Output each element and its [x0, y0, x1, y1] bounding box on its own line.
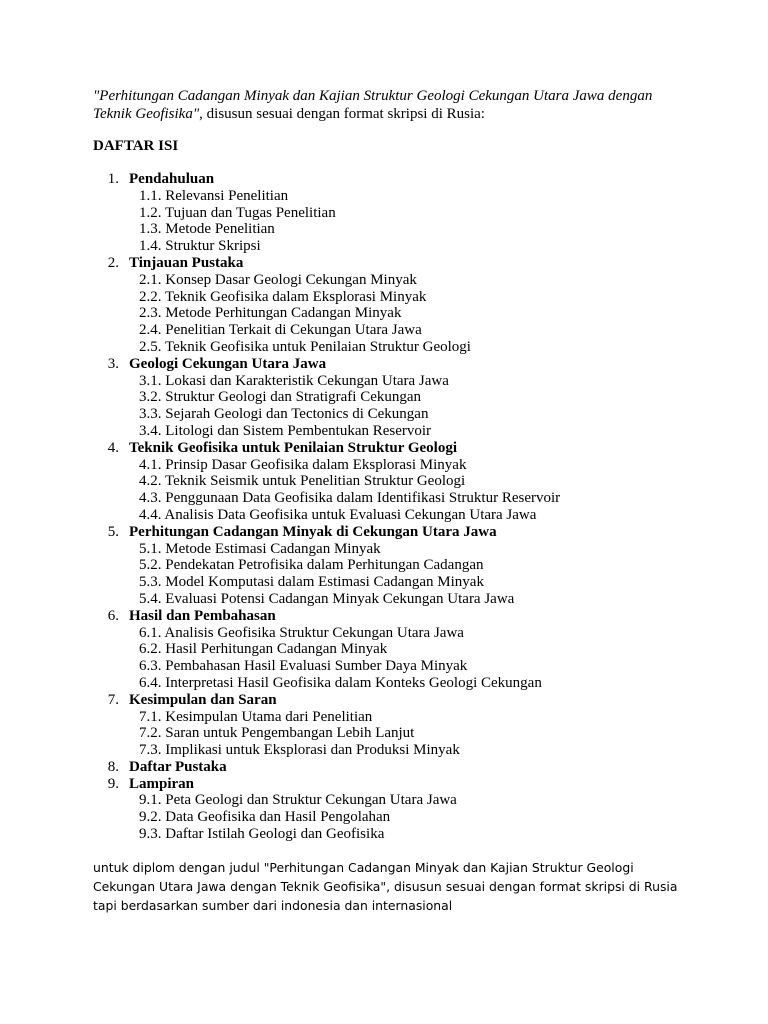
subsection-item: 3.2. Struktur Geologi dan Stratigrafi Cekungan: [139, 389, 422, 406]
chapter-title: Hasil dan Pembahasan: [129, 607, 276, 624]
chapter-number: 4.: [107, 439, 119, 456]
toc-chapter: [0, 759, 768, 776]
chapter-row: [0, 776, 768, 793]
chapter-row: [0, 356, 768, 373]
subsection-item: 6.3. Pembahasan Hasil Evaluasi Sumber Daya Minyak: [139, 658, 468, 675]
subsection-item: 2.1. Konsep Dasar Geologi Cekungan Minyak: [139, 271, 417, 288]
subsection-item: 9.1. Peta Geologi dan Struktur Cekungan Utara Jawa: [139, 792, 457, 809]
chapter-title: Geologi Cekungan Utara Jawa: [129, 355, 327, 372]
chapter-row: [0, 608, 768, 625]
chapter-number: 6.: [107, 607, 119, 624]
subsection-item: 7.2. Saran untuk Pengembangan Lebih Lanjut: [139, 725, 415, 742]
chapter-number: 9.: [107, 775, 119, 792]
chapter-number: 1.: [107, 171, 119, 187]
subsection-item: 5.3. Model Komputasi dalam Estimasi Cadangan Minyak: [139, 574, 484, 591]
toc-chapter: [0, 692, 768, 759]
chapter-title: Teknik Geofisika untuk Penilaian Struktur Geologi: [129, 439, 458, 456]
chapter-title: Perhitungan Cadangan Minyak di Cekungan Utara Jawa: [129, 523, 497, 540]
toc-chapter: [0, 440, 768, 524]
chapter-number: 3.: [107, 355, 119, 372]
subsection-item: 2.3. Metode Perhitungan Cadangan Minyak: [139, 305, 402, 322]
subsection-item: 9.2. Data Geofisika dan Hasil Pengolahan: [139, 809, 391, 826]
intro-paragraph: [93, 87, 693, 123]
toc-chapter: [0, 255, 768, 356]
toc-chapter: [0, 776, 768, 843]
chapter-row: [0, 255, 768, 272]
subsection-item: 5.1. Metode Estimasi Cadangan Minyak: [139, 540, 381, 557]
toc-chapter: [0, 524, 768, 608]
toc-chapter: [0, 171, 768, 255]
subsection-item: 4.1. Prinsip Dasar Geofisika dalam Eksplorasi Minyak: [139, 456, 467, 473]
chapter-row: [0, 759, 768, 776]
subsection-item: 7.1. Kesimpulan Utama dari Penelitian: [139, 708, 373, 725]
intro-rest: , disusun sesuai dengan format skripsi di Rusia:: [199, 106, 485, 122]
subsection-item: 5.4. Evaluasi Potensi Cadangan Minyak Cekungan Utara Jawa: [139, 590, 515, 607]
subsection-item: 2.4. Penelitian Terkait di Cekungan Utara Jawa: [139, 322, 422, 339]
chapter-title: Lampiran: [129, 775, 195, 792]
chapter-number: 8.: [107, 758, 119, 775]
chapter-row: [0, 171, 768, 188]
subsection-item: 6.2. Hasil Perhitungan Cadangan Minyak: [139, 641, 388, 658]
subsection-item: 1.1. Relevansi Penelitian: [139, 187, 289, 204]
subsection-item: 1.3. Metode Penelitian: [139, 221, 275, 238]
subsection-item: 4.2. Teknik Seismik untuk Penelitian Struktur Geologi: [139, 473, 466, 490]
subsection-item: 5.2. Pendekatan Petrofisika dalam Perhitungan Cadangan: [139, 557, 484, 574]
chapter-title: Daftar Pustaka: [129, 758, 227, 775]
chapter-row: [0, 524, 768, 541]
subsection-item: 3.4. Litologi dan Sistem Pembentukan Reservoir: [139, 422, 432, 439]
subsection-item: 9.3. Daftar Istilah Geologi dan Geofisika: [139, 826, 385, 843]
toc-chapter: [0, 608, 768, 692]
subsection-item: 7.3. Implikasi untuk Eksplorasi dan Produksi Minyak: [139, 742, 460, 759]
subsection-item: 1.4. Struktur Skripsi: [139, 238, 261, 255]
subsection-item: 4.4. Analisis Data Geofisika untuk Evaluasi Cekungan Utara Jawa: [139, 506, 537, 523]
toc-heading: DAFTAR ISI: [93, 138, 179, 154]
table-of-contents: [0, 171, 768, 843]
prompt-paragraph: untuk diplom dengan judul "Perhitungan Cadangan Minyak dan Kajian Struktur Geologi Cekungan Utara Jawa dengan Teknik Geofisika", disusun sesuai dengan format skripsi di Rusia tapi berdasarkan sumber dari indonesia dan internasional: [93, 860, 678, 913]
subsection-item: 3.1. Lokasi dan Karakteristik Cekungan Utara Jawa: [139, 372, 449, 389]
subsection-item: 4.3. Penggunaan Data Geofisika dalam Identifikasi Struktur Reservoir: [139, 490, 561, 507]
chapter-title: Kesimpulan dan Saran: [129, 691, 277, 708]
subsection-item: 3.3. Sejarah Geologi dan Tectonics di Cekungan: [139, 406, 429, 423]
chapter-number: 2.: [107, 254, 119, 271]
subsection-item: 1.2. Tujuan dan Tugas Penelitian: [139, 204, 336, 221]
chapter-title: Pendahuluan: [129, 171, 215, 187]
chapter-title: Tinjauan Pustaka: [129, 254, 244, 271]
chapter-number: 7.: [107, 691, 119, 708]
subsection-item: 6.4. Interpretasi Hasil Geofisika dalam Konteks Geologi Cekungan: [139, 674, 542, 691]
chapter-row: [0, 440, 768, 457]
chapter-row: [0, 692, 768, 709]
intro-title: "Perhitungan Cadangan Minyak dan Kajian Struktur Geologi Cekungan Utara Jawa dengan Teknik Geofisika": [93, 88, 653, 122]
chapter-number: 5.: [107, 523, 119, 540]
subsection-item: 6.1. Analisis Geofisika Struktur Cekungan Utara Jawa: [139, 624, 464, 641]
subsection-item: 2.2. Teknik Geofisika dalam Eksplorasi Minyak: [139, 288, 427, 305]
subsection-item: 2.5. Teknik Geofisika untuk Penilaian Struktur Geologi: [139, 338, 471, 355]
toc-chapter: [0, 356, 768, 440]
